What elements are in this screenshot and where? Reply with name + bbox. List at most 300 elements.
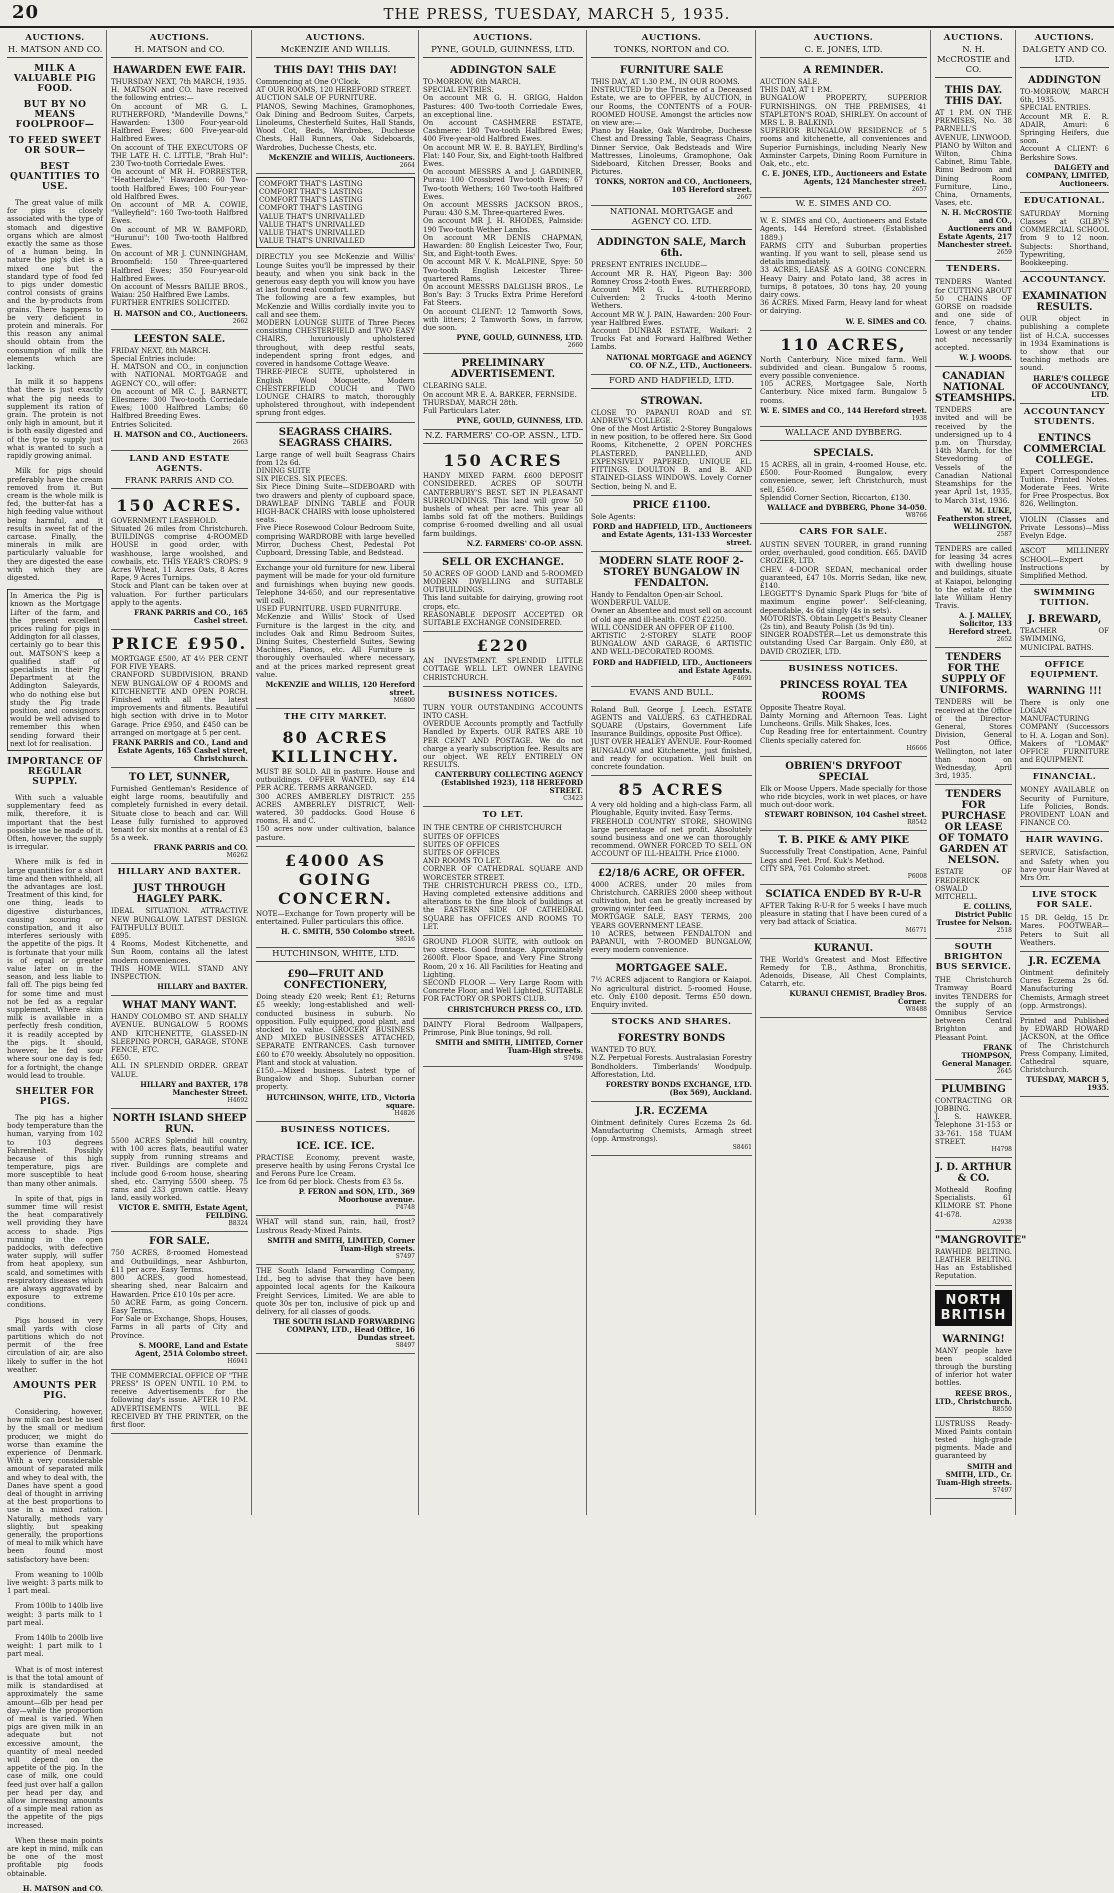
column-c8 (1017, 30, 1112, 1515)
ad-body: 4000 ACRES, under 20 miles from Christchurch. CARRIES 2000 sheep without cultivation, but can be greatly increased by growing winter feed. MORTGAGE SALE, EASY TERMS, 200 YEARS GOVERNMENT LEASE. 10 ACRES, between FENDALTON and PAPANUI, with 7-ROOMED BUNGALOW, every modern convenience. (591, 880, 752, 955)
ad-body: Successfully Treat Constipation, Acne, Painful Legs and Feet. Prof. Kuk's Method. CITY SPA, 761 Colombo street. (760, 848, 927, 873)
section-header: AUCTIONS. (943, 33, 1004, 43)
classified-ad (591, 864, 752, 960)
section-header: BUSINESS NOTICES. (788, 663, 899, 674)
ad-reference: 1938 (911, 414, 927, 422)
ad-reference: H4826 (394, 1109, 415, 1117)
ad-body: W. E. SIMES and CO., Auctioneers and Estate Agents, 144 Hereford street. (Established 1889.) FARMS CITY and Suburban properties wanting. If you want to sell, please send us details immediately. 33 ACRES, LEASE AS A GOING CONCERN. Heavy Dairy and Potato land, 38 acres in turnips, 8 potatoes, 30 tons hay, 20 young dairy cows. 36 ACRES. Mixed Farm, Heavy land for wheat or dairying. (760, 217, 927, 316)
ad-title: T. B. PIKE & AMY PIKE (778, 835, 909, 847)
ad-signature: SMITH and SMITH, LTD., Cr. Tuam-High streets. (936, 1461, 1012, 1487)
classified-ad (591, 61, 752, 206)
ad-title: PLUMBING (941, 1083, 1006, 1095)
ad-body: AFTER Taking R-U-R for 5 weeks I have much pleasure in stating that I have been cured of a very bad attack of Sciatica. (760, 901, 927, 927)
ad-title: THIS DAY. THIS DAY. (944, 85, 1003, 107)
classified-ad (935, 276, 1012, 367)
ad-body: OUR object in publishing a complete list of H.C.A. successes in 1934 Examinations is to show that our teaching methods are sound. (1020, 315, 1109, 373)
ad-signature: TUESDAY, MARCH 5, 1935. (1026, 1075, 1109, 1093)
ad-title: FORESTRY BONDS (617, 1033, 726, 1045)
ad-signature: W. J. WOODS. (959, 353, 1012, 363)
classified-ad (1020, 610, 1109, 657)
ad-body: Printed and Published by EDWARD HOWARD JACKSON, at the Office of The Christchurch Press Company, Limited, Cathedral square, Christchurch. (1020, 1017, 1109, 1075)
ad-reference: W8488 (905, 1006, 927, 1014)
section-header: CARS FOR SALE. (799, 526, 888, 537)
ad-signature: E. COLLINS, District Public Trustee for Nelson. (936, 902, 1012, 928)
section-header: BUSINESS NOTICES. (280, 1124, 391, 1135)
ad-reference: R8542 (907, 819, 927, 827)
ad-body: PRESENT ENTRIES INCLUDE— Account MR R. HAY, Pigeon Bay: 300 Romney Cross 2-tooth Ewes. Account MR G. L. RUTHERFORD, Culverden: 2 Trucks 4-tooth Merino Wethers. Account MR W. J. PAIN, Hawarden: 200 Four-year Halfbred Ewes. Account DUNBAR ESTATE, Waikari: 2 Trucks Fat and Forward Halfbred Wether Lambs. (591, 261, 752, 352)
classified-ad (591, 1029, 752, 1102)
ad-title: ENTINCS COMMERCIAL COLLEGE. (1023, 432, 1106, 466)
ad-title: SEAGRASS CHAIRS. SEAGRASS CHAIRS. (278, 426, 393, 449)
classified-ad (935, 785, 1012, 939)
ad-signature: McKENZIE and WILLIS, Auctioneers. (268, 152, 415, 162)
ad-body: WHAT will stand sun, rain, hail, frost? Lustrous Ready-Mixed Paints. (256, 1218, 415, 1235)
article-paragraph: From weaning to 100lb live weight: 3 parts milk to 1 part meal. (7, 1570, 103, 1596)
classified-ad (935, 1418, 1012, 1499)
ad-body: MANY people have been scalded through the bursting of inferior hot water bottles. (935, 1346, 1012, 1388)
article-paragraph: The great value of milk for pigs is closely associated with the type of stomach and digestive organs which are almost exactly the same as those of a human being. In nature the pig's diet is a mixed one but the standard type of food fed to pigs under domestic control consists of grains and the by-products from grains. There happens to be very deficient in protein and minerals. For this reason any animal should obtain from the consumption of milk the elements which are lacking. (7, 199, 103, 372)
ad-title: TENDERS FOR THE SUPPLY OF UNIFORMS. (939, 652, 1008, 697)
ad-signature: CHRISTCHURCH PRESS CO., LTD. (447, 1004, 583, 1014)
ad-title: NORTH ISLAND SHEEP RUN. (112, 1112, 247, 1135)
advertiser-name: W. E. SIMES AND CO. (760, 199, 927, 212)
article-signature: H. MATSON and CO. (22, 1883, 103, 1893)
section-header: FINANCIAL. (1032, 772, 1097, 783)
classified-ad (256, 1137, 415, 1217)
ad-reference: 2664 (399, 161, 415, 169)
column-c5 (588, 30, 756, 1515)
section-header: THE CITY MARKET. (283, 712, 387, 722)
ad-body: THIS DAY, AT 1.30 P.M., IN OUR ROOMS. INSTRUCTED by the Trustee of a Deceased Estate, we are to OFFER, by AUCTION, in our Rooms, the CONTENTS of a FOUR-ROOMED HOUSE. Amongst the articles now on view are:— Piano by Haake, Oak Wardrobe, Duchesse Chest and Dressing Table, Seagrass Chairs, Dinner Service, Oak Bedsteads and Wire Mattresses, Linoleums, Gramophone, Oak Sideboard, Kitchen Dresser, Books and Pictures. (591, 78, 752, 177)
article-heading: IMPORTANCE OF REGULAR SUPPLY. (7, 757, 103, 787)
ad-title: WARNING !!! (1027, 685, 1102, 697)
ad-reference: S8516 (395, 936, 415, 944)
ad-signature: NATIONAL MORTGAGE and AGENCY CO. OF N.Z., LTD., Auctioneers. (606, 352, 752, 370)
ad-reference: C3423 (563, 795, 583, 803)
ad-body: PRACTISE Economy, prevent waste, preserve health by using Ferons Crystal Ice and Ferons Pure Ice Cream. Ice from 6d per block. Chests from £3 5s. (256, 1153, 415, 1187)
ad-body: AUSTIN SEVEN TOURER, in grand running order, overhauled, good condition. £65. DAVID CROZIER, LTD. CHEV. 4-DOOR SEDAN, mechanical order guaranteed, £47 10s. Morris Sedan, like new, £140. LEGGETT'S Dynamic Spark Plugs for 'bite of maximum engine power'. Self-cleaning, dependable, 4s 6d singly (4s in sets). MOTORISTS. Obtain Leggett's Beauty Cleaner (2s tin), and Beauty Polish (3s 9d tin). SINGER ROADSTER—Let us demonstrate this outstanding Used Car Bargain. Only £80, at DAVID CROZIER, LTD. (760, 540, 927, 656)
classified-ad (1020, 514, 1109, 546)
classified-ad (591, 496, 752, 552)
ad-body: IDEAL SITUATION. ATTRACTIVE NEW BUNGALOW. LATEST DESIGN. FAITHFULLY BUILT. £895. 4 Rooms, Modest Kitchenette, and Sun Room, contains all the latest modern conveniences. THIS HOME WILL STAND ANY INSPECTION. (111, 907, 248, 982)
ad-body: Exchange your old furniture for new. Liberal payment will be made for your old furniture and furnishings when buying new goods. Telephone 34-650, and our representative will call. USED FURNITURE. USED FURNITURE. McKenzie and Willis' Stock of Used Furniture is the largest in the city, and includes Oak and Rimu Bedroom Suites, Dining Suites, Chesterfield Suites, Sewing Machines, Pianos, etc. All Furniture is thoroughly overhauled where necessary, and at the prices marked represent great value. (256, 564, 415, 679)
classified-ad (1020, 71, 1109, 193)
ad-title: FOR SALE. (149, 1236, 210, 1248)
classified-ad (935, 1330, 1012, 1418)
article-paragraph: Pigs housed in very small yards with close partitions which do not permit of the free circulation of air, are also likely to suffer in the hot weather. (7, 1316, 103, 1374)
ad-body: Large range of well built Seagrass Chairs from 12s 6d. DINING SUITE SIX PIECES. SIX PIECES. Six Piece Dining Suite—SIDEBOARD with two drawers and plenty of cupboard space, DRAWLEAF DINING TABLE and FOUR HIGH-BACK CHAIRS with loose upholstered seats. Five Piece Rosewood Colour Bedroom Suite, comprising WARDROBE with large bevelled Mirror, Duchess Chest, Pedestal Pot Cupboard, Dressing Table, and Bedstead. (256, 450, 415, 557)
ad-signature: HUTCHINSON, WHITE, LTD., Victoria square. (266, 1092, 415, 1110)
ad-body: Motheald Roofing Specialists. 61 KILMORE ST. Phone 41-678. (935, 1186, 1012, 1219)
ad-title: ADDINGTON SALE (450, 65, 556, 76)
ad-body: TENDERS are called for leasing 34 acres with dwelling house and buildings, situate at Kaiapoi, belonging to the estate of the late William Henry Travis. (935, 544, 1012, 611)
article-paragraph: With such a valuable supplementary feed as milk, therefore, it is important that the best possible use be made of it. Often, however, the supply is irregular. (7, 794, 103, 852)
ad-reference: 2657 (911, 186, 927, 194)
ad-title: CANADIAN NATIONAL STEAMSHIPS. (935, 371, 1016, 405)
ad-reference: 2645 (996, 1067, 1012, 1075)
ad-title: THIS DAY! THIS DAY! (274, 65, 397, 76)
classified-ad (111, 330, 248, 451)
classified-ad (111, 768, 248, 864)
ad-title: ADDINGTON (1028, 75, 1101, 86)
section-header: AUCTIONS. (1034, 33, 1095, 43)
section-header: AUCTIONS. (641, 33, 702, 43)
classified-ad (591, 392, 752, 496)
classified-ad (935, 1080, 1012, 1158)
classified-ad (935, 974, 1012, 1080)
ad-title: OBRIEN'S DRYFOOT SPECIAL (785, 760, 902, 783)
classified-ad (256, 1216, 415, 1264)
ad-title: WARNING! (942, 1333, 1005, 1345)
ad-body: TENDERS will be received at the Office of the Director-General, Stores Division, General Post Office, Wellington, not later than noon on Wednesday, April 3rd, 1935. (935, 698, 1012, 781)
advertiser-name: DALGETY AND CO. LTD. (1020, 45, 1109, 68)
ad-body: VIOLIN (Classes and Private Lessons)—Miss Evelyn Edge. (1020, 515, 1109, 541)
ad-body: TENDERS Wanted for CUTTING ABOUT 50 CHAINS OF GORSE on roadside and one side of fence, 7 chains. Lowest or any tender not necessarily accepted. (935, 278, 1012, 353)
ad-signature: SMITH and SMITH, LIMITED, Corner Tuam-High streets. (435, 1038, 583, 1056)
ad-title: EXAMINATION RESULTS. (1022, 291, 1107, 314)
classified-ad (256, 1265, 415, 1354)
ad-reference: H6666 (906, 744, 927, 752)
ad-signature: HARLE'S COLLEGE OF ACCOUNTANCY, LTD. (1031, 373, 1109, 399)
ad-body: 50 ACRES OF GOOD LAND and 5-ROOMED MODERN DWELLING and SUITABLE OUTBUILDINGS. This land suitable for dairying, growing root crops, etc. REASONABLE DEPOSIT ACCEPTED OR SUITABLE EXCHANGE CONSIDERED. (423, 569, 583, 627)
advertiser-name: EVANS AND BULL. (591, 688, 752, 701)
section-header: LIVE STOCK FOR SALE. (1031, 890, 1097, 911)
ad-signature: FORESTRY BONDS EXCHANGE, LTD. (Box 569), Auckland. (605, 1080, 752, 1098)
ad-signature: TONKS, NORTON and CO., Auctioneers, 105 Hereford street. (595, 177, 752, 195)
classified-ad (1020, 952, 1109, 1015)
page-number: 20 (12, 2, 40, 23)
ad-signature: W. E. SIMES and CO., 144 Hereford street. (760, 405, 927, 415)
ad-signature: HILLARY and BAXTER. (157, 982, 248, 992)
ad-reference: M6800 (393, 697, 415, 704)
ad-body: GOVERNMENT LEASEHOLD. Situated 26 miles from Christchurch. BUILDINGS comprise 4-ROOMED HOUSE in good order, with washhouse, large woolshed, and cowbails, etc. THIS YEAR'S CROPS: 9 Acres Wheat, 11 Acres Oats, 8 Acres Rape, 9 Acres Turnips. Stock and Plant can be taken over at valuation. For further particulars apply to the agents. (111, 516, 248, 607)
ad-title: J.R. ECZEMA (1028, 955, 1101, 967)
classified-ad (111, 630, 248, 768)
ad-title: STROWAN. (640, 395, 703, 407)
classified-ad (423, 632, 583, 687)
ad-headline: PRICE £950. (111, 633, 248, 653)
ad-title: PRINCESS ROYAL TEA ROOMS (779, 679, 908, 702)
ad-reference: P6008 (907, 872, 927, 880)
ad-body: WANTED TO BUY. N.Z. Perpetual Forests. Australasian Forestry Bondholders. Timberlands' Woodpulp. Afforestation, Ltd. (591, 1046, 752, 1079)
ad-reference: S7498 (563, 1055, 583, 1063)
ad-headline: 150 ACRES. (116, 495, 243, 515)
classified-ad (1020, 682, 1109, 770)
ad-reference: M6262 (226, 852, 248, 860)
advertiser-name: NATIONAL MORTGAGE and AGENCY CO. LTD. (591, 207, 752, 230)
ad-title: SPECIALS. (813, 447, 874, 459)
column-c1 (4, 30, 107, 1893)
classified-ad (935, 1231, 1027, 1286)
ad-body: AN INVESTMENT. SPLENDID LITTLE COTTAGE WELL LET. OWNER LEAVING CHRISTCHURCH. (423, 657, 583, 682)
advertiser-name: H. MATSON and CO. (111, 45, 248, 58)
article-paragraph: In milk it so happens that there is just exactly what the pig needs to supplement its ration of grain. The protein is not only high in amount, but it is both easily digested and of the type to supply just what is wanted to such a rapidly growing animal. (7, 378, 103, 461)
ad-title: J. D. ARTHUR & CO. (935, 1162, 1012, 1185)
classified-ad (256, 251, 415, 422)
section-header: ACCOUNTANCY. (1022, 275, 1107, 286)
ad-headline: £220 (476, 636, 530, 656)
ad-signature: A. J. MALLEY, Solicitor, 133 Hereford street. (948, 611, 1012, 637)
ad-body: THE South Island Forwarding Company, Ltd., beg to advise that they have been appointed local agents for the Kaikoura Freight Services, Limited. We are able to quote 30s per ton, inclusive of pick up and delivery, for all classes of goods. (256, 1266, 415, 1316)
ad-body: TO-MORROW, 6th MARCH. SPECIAL ENTRIES. On account MR G. H. GRIGG, Haldon Pastures: 400 Two-tooth Corriedale Ewes, an exceptional line. On account CASHMERE ESTATE, Cashmere: 180 Two-tooth Halfbred Ewes; 400 Five-year-old Halfbred Ewes. On account MR W. E. B. BAYLEY, Birdling's Flat: 140 Four, Six, and Eight-tooth Halfbred Ewes. On account MESSRS A and J. GARDINER, Purau: 100 Crossbred Two-tooth Ewes; 67 Two-tooth Wethers; 160 Two-tooth Halfbred Ewes. On account MESSRS JACKSON BROS., Purau: 430 S.M. Three-quartered Ewes. On account MR J. H. RHODES, Palmside: 190 Two-tooth Wether Lambs. On account MR DENIS CHAPMAN, Hawarden: 80 English Leicester Two, Four, Six, and Eight-tooth Ewes. On account MR V. K. McALPINE, Spye: 50 Two-tooth English Leicester Three-quartered Rams. On account MESSRS DALGLISH BROS., Le Bon's Bay: 3 Trucks Extra Prime Hereford Fat Steers. On account CLIENT: 12 Tamworth Sows, with litters; 2 Tamworth Sows, in farrow, due soon. (423, 78, 583, 333)
classified-ad (111, 996, 248, 1109)
ad-body: Expert Correspondence Tuition. Printed Notes. Moderate Fees. Write for Free Prospectus. Box 826, Wellington. (1020, 467, 1109, 509)
article-paragraph: What is of most interest is that the total amount of milk is standardised at approximately the same amount—6lb per head per day—while the proportion of meal is varied. When pigs are given milk in an adequate but not excessive amount, the quantity of meal needed will depend on the appetite of the pig. In the case of milk, one could feed just over half a gallon per head per day, and allow increasing amounts of a simple meal ration as the appetite of the pigs increased. (7, 1665, 103, 1830)
ad-title: MORTGAGEE SALE. (615, 963, 728, 975)
ad-body: Elk or Moose Uppers. Made specially for those who ride bicycles, work in wet places, or have much out-door work. (760, 784, 927, 810)
ad-reference: A2938 (992, 1218, 1012, 1226)
ad-reference: 2663 (232, 438, 248, 446)
ad-headline: 110 ACRES, (780, 334, 907, 354)
classified-ad (423, 61, 583, 354)
ad-body: MUST BE SOLD. All in pasture. House and outbuildings. OFFER WANTED, say £14 PER ACRE. TERMS ARRANGED. 300 ACRES AMBERLEY DISTRICT. 255 ACRES AMBERLEY DISTRICT, Well-watered, 30 paddocks. Good House 6 rooms, H. and C. 150 acres now under cultivation, balance pasture. (256, 768, 415, 842)
ad-body: HANDY COLOMBO ST. AND SHALLY AVENUE. BUNGALOW 5 ROOMS AND KITCHENETTE, GLASSED-IN SLEEPING PORCH, GARAGE, STONE FENCE, ETC. £650. ALL IN SPLENDID ORDER. GREAT VALUE. (111, 1013, 248, 1079)
advertiser-name: PYNE, GOULD, GUINNESS, LTD. (423, 45, 583, 58)
ad-signature: VICTOR E. SMITH, Estate Agent, FEILDING. (118, 1203, 248, 1221)
ad-signature: KURANUI CHEMIST, Bradley Bros. Corner. (789, 989, 927, 1007)
classified-ad (760, 885, 927, 939)
classified-ad (111, 879, 248, 996)
classified-ad (111, 492, 248, 630)
ad-body: 7½ ACRES adjacent to Rangiora or Kaiapoi. No agricultural district. 5-roomed House, etc. Only £100 deposit. Terms £50 down. Enquiry invited. (591, 976, 752, 1010)
ad-body: ASCOT MILLINERY SCHOOL—Expert Instructions by Simplified Method. (1020, 547, 1109, 580)
ad-title: J. BREWARD, (1027, 614, 1102, 626)
ad-reference: S7497 (992, 1486, 1012, 1494)
article-heading: TO FEED SWEET OR SOUR— (8, 136, 102, 156)
ad-title: TO LET, SUNNER, (128, 771, 231, 783)
ad-signature: DALGETY and COMPANY, LIMITED, Auctioneers. (1026, 162, 1109, 188)
ad-body: CLEARING SALE. On account MR E. A. BARKER, FERNSIDE. THURSDAY, MARCH 28th. Full Particulars Later. (423, 382, 577, 415)
section-header: STOCKS AND SHARES. (611, 1017, 732, 1028)
classified-ad (935, 1158, 1012, 1231)
ad-headline: 150 ACRES (443, 451, 563, 471)
ad-body: Opposite Theatre Royal. Dainty Morning and Afternoon Teas. Light Luncheons. Grills. Milk Shakes, Ices. Cup Reading free for entertainment. Country Clients specially catered for. (760, 703, 927, 745)
classified-ad (760, 215, 927, 330)
ad-body: SERVICE, Satisfaction, and Safety when you have your Hair Waved at Mrs Orr. (1020, 849, 1109, 882)
ad-body: SATURDAY Morning Classes at GILBY'S COMMERCIAL SCHOOL from 9 to 12 noon. Subjects: Shorthand, Typewriting, Bookkeeping. (1020, 209, 1109, 268)
ad-title: LEESTON SALE. (133, 333, 226, 345)
section-header: EDUCATIONAL. (1023, 195, 1106, 206)
classified-ad (1020, 912, 1109, 952)
ad-body: THE Christchurch Tramway Board invites TENDERS for the supply of an Omnibus Service between Central Brighton and Pleasant Point. (935, 976, 1012, 1042)
ad-body: LUSTRUSS Ready-Mixed Paints contain tested high-grade pigments. Made and guaranteed by (935, 1419, 1012, 1461)
ad-reference: 2667 (736, 194, 752, 202)
masthead (0, 0, 1114, 28)
classified-ad (111, 1109, 248, 1233)
classified-ad (935, 648, 1012, 785)
classified-ad (1020, 208, 1109, 272)
column-c3 (253, 30, 419, 1515)
ad-title: TENDERS FOR PURCHASE OR LEASE OF TOMATO GARDEN AT NELSON. (938, 789, 1009, 867)
section-header: TENDERS. (946, 264, 1001, 275)
ad-body: Doing steady £20 week; Rent £1; Returns £5 weekly; long-established and well-conducted business in suburb. No opposition. Fully equipped, good plant, and stocked to value. GROCERY BUSINESS AND MIXED BUSINESSES ATTACHED, SEPARATE ENTRANCES. Cash turnover £60 to £70 weekly. Absolutely no opposition. Plant and stock at valuation. £150.—Mixed business. Latest type of Bungalow and Shop. Suburban corner property. (256, 993, 415, 1092)
advertiser-name: HUTCHINSON, WHITE, LTD. (256, 949, 415, 962)
ad-signature: PYNE, GOULD, GUINNESS, LTD. (456, 333, 583, 343)
classified-ad (256, 847, 415, 948)
ad-body: TENDERS are invited and will be received by the undersigned up to 4 p.m. on Thursday, 14th March, for the Stevedoring of Vessels of the Canadian National Steamships for the year April 1st, 1935, to March 31st, 1936. (935, 406, 1012, 505)
ad-reference: S8497 (395, 1342, 415, 1350)
ad-signature: C. E. JONES, LTD., Auctioneers and Estate Agents, 124 Manchester street. (761, 169, 927, 187)
ad-title: WHAT MANY WANT. (122, 1000, 237, 1012)
ad-title: ICE. ICE. ICE. (296, 1140, 375, 1152)
ad-title: £90—FRUIT AND CONFECTIONERY, (283, 969, 388, 992)
classified-ad (256, 423, 415, 563)
classified-ad (935, 543, 1012, 649)
classified-ad (760, 61, 927, 198)
section-header: AUCTIONS. (473, 33, 533, 43)
advertiser-name: TONKS, NORTON and CO. (591, 45, 752, 58)
ad-body: IN THE CENTRE OF CHRISTCHURCH SUITES OF OFFICES SUITES OF OFFICES SUITES OF OFFICES AND ROOMS TO LET. CORNER OF CATHEDRAL SQUARE AND WORCESTER STREET. THE CHRISTCHURCH PRESS CO., LTD., Having completed extensive additions and alterations to the fine block of buildings at the EASTERN SIDE OF CATHEDRAL SQUARE has OFFICES AND ROOMS TO LET. (423, 824, 583, 931)
ad-signature: HILLARY and BAXTER, 178 Manchester Street. (140, 1079, 248, 1097)
ad-body: DIRECTLY you see McKenzie and Willis' Lounge Suites you'll be impressed by their beauty, and when you sink back in the generous easy depth you will know you have at last found real comfort. The following are a few examples, but McKenzie and Willis cordially invite you to call and see them. MODERN LOUNGE SUITE of Three Pieces consisting CHESTERFIELD and TWO EASY CHAIRS, luxuriously upholstered throughout, with deep restful seats, independent spring front edges, and covered in handsome Cottage Weave. THREE-PIECE SUITE, upholstered in English Wool Moquette, Modern CHESTERFIELD COUCH and TWO LOUNGE CHAIRS to match, thoroughly upholstered throughout, with independent sprung front edges. (256, 253, 415, 418)
ad-body: Handy to Fendalton Open-air School. WONDERFUL VALUE. Owner an Absentee and must sell on account of old age and ill-health. COST £2250. WILL CONSIDER AN OFFER OF £1100. ARTISTIC 2-STOREY SLATE ROOF BUNGALOW AND GARAGE, 6 ARTISTIC AND WELL-DECORATED ROOMS. (591, 590, 752, 657)
article-paragraph: Considering, however, how milk can best be used by the small or medium producer, we might do worse than examine the experience of Denmark. With a very considerable amount of separated milk and whey to deal with, the Danes have spent a good deal of thought in arriving at the best proportions to use in a mixed ration. Naturally, methods vary slightly, but speaking generally, the proportions of meal to milk which have been found most satisfactory have been: (7, 1408, 103, 1564)
classified-ad (591, 704, 752, 777)
ad-reference: S7497 (395, 1252, 415, 1260)
ad-reference: P4748 (395, 1204, 415, 1212)
ad-reference: B8324 (228, 1220, 248, 1228)
ad-body: 15 DR. Geldg, 15 Dr. Mares. FOOTWEAR—Peters to Suit all Weathers. (1020, 914, 1109, 947)
section-header: HAIR WAVING. (1025, 835, 1104, 846)
classified-ad (256, 61, 415, 174)
ad-reference: H6941 (227, 1357, 248, 1365)
classified-ad (935, 81, 1012, 261)
classified-ad (1020, 847, 1109, 887)
ad-reference: 2587 (996, 530, 1012, 538)
classified-ad (423, 822, 583, 936)
ad-reference: H4692 (227, 1096, 248, 1104)
article-heading: SHELTER FOR PIGS. (15, 1086, 95, 1107)
section-header: OFFICE EQUIPMENT. (1030, 659, 1099, 680)
classified-ad (760, 331, 927, 427)
ad-signature: McKENZIE and WILLIS, 120 Hereford street. (265, 680, 415, 697)
ad-signature: THE SOUTH ISLAND FORWARDING COMPANY, LTD., Head Office, 16 Dundas street. (273, 1317, 415, 1343)
ad-body: NOTE—Exchange for Town property will be entertained. Fuller particulars this office. (256, 909, 415, 927)
ad-body: 5500 ACRES Splendid hill country, with 100 acres flats, beautiful water supply from running streams and river. Buildings are complete and include good 6-room house, shearing shed, etc. Carrying 5500 sheep. 75 rams and 233 grown cattle. Heavy land, easily worked. (111, 1136, 248, 1203)
classified-ad (256, 965, 415, 1121)
classified-ad (423, 936, 583, 1019)
ad-body: TO-MORROW, MARCH 6th, 1935. SPECIAL ENTRIES. Account MR E. R. ADAIR, Amuri: 6 Springing Heifers, due soon. Account A CLIENT: 6 Berkshire Sows. (1020, 88, 1109, 162)
ad-body: THURSDAY NEXT, 7th MARCH, 1935. H. MATSON and CO. have received the following entries:— On account of MR G. L. RUTHERFORD, "Mandeville Downs," Hawarden: 1300 Four-year-old Halfbred Ewes; 600 Five-year-old Halfbred Ewes. On account of THE EXECUTORS OF THE LATE H. C. LITTLE, "Brah Hul": 230 Two-tooth Corriedale Ewes. On account of MR H. FORRESTER, "Heatherdale," Hawarden: 60 Two-tooth Halfbred Ewes; 100 Four-year-old Halfbred Ewes. On account of MR A. COWIE, "Valleyfield": 160 Two-tooth Halfbred Ewes. On account of MR W. BAMFORD, "Hurunui": 100 Two-tooth Halfbred Ewes. On account of MR J. CUNNINGHAM, Broomfield: 150 Three-quartered Halfbred Ewes; 350 Four-year-old Halfbred Ewes. On account of Messrs BAILIE BROS., Waiau: 250 Halfbred Ewe Lambs. FURTHER ENTRIES SOLICITED. (111, 78, 248, 308)
ad-title: J.R. ECZEMA (635, 1106, 708, 1118)
classified-ad (1020, 545, 1109, 585)
classified-ad (591, 959, 752, 1014)
advertiser-name: N.Z. FARMERS' CO-OP. ASSN., LTD. (423, 431, 583, 444)
ad-body: 15 ACRES, all in grain, 4-roomed House, etc. £500. Four-Roomed Bungalow, every convenience, sewer, left Christchurch, must sell, £560. Splendid Corner Section, Riccarton, £130. (760, 460, 927, 502)
ad-body: Ointment definitely Cures Eczema 2s 6d. Manufacturing Chemists, Armagh street (opp. Armstrongs). (591, 1119, 752, 1144)
ad-signature: FORD and HADFIELD, LTD., Auctioneers and Estate Agents. (592, 657, 752, 675)
article-heading: BUT BY NO MEANS FOOLPROOF— (15, 100, 95, 130)
ad-signature: S. MOORE, Land and Estate Agent, 251A Colombo street. (135, 1340, 248, 1358)
classified-ad (760, 939, 927, 1019)
ad-body: THE COMMERCIAL OFFICE OF "THE PRESS" IS OPEN UNTIL 10 P.M. to receive Advertisements for the following day's issue. AFTER 10 P.M. ADVERTISEMENTS WILL BE RECEIVED BY THE PRINTER, on the first floor. (111, 1371, 248, 1429)
article-heading: AMOUNTS PER PIG. (13, 1381, 97, 1401)
ad-reference: M6771 (905, 926, 927, 934)
ad-signature: WALLACE and DYBBERG, Phone 34-050. (767, 502, 927, 512)
classified-ad (423, 447, 583, 553)
classified-ad (256, 562, 415, 709)
ad-reference: F4691 (732, 674, 752, 682)
ad-body: AUCTION SALE. THIS DAY, AT 1 P.M. BUNGALOW PROPERTY, SUPERIOR FURNISHINGS. ON THE PREMISES, 41 STAPLETON'S ROAD, SHIRLEY. On account of MRS L. B. BALKIND. SUPERIOR BUNGALOW RESIDENCE of 5 rooms and kitchenette, all conveniences and Superior Furnishings, including Nearly New Axminster Carpets, Dining Room Furniture in Oak, etc., etc. (760, 78, 927, 169)
article-paragraph: From 100lb to 140lb live weight: 3 parts milk to 1 part meal. (7, 1602, 103, 1627)
classified-ad (760, 676, 927, 757)
ad-signature: FRANK PARRIS and CO., 165 Cashel street. (134, 607, 248, 625)
ad-body: HANDY MIXED FARM. £600 DEPOSIT CONSIDERED. ACRES OF SOUTH CANTERBURY'S BEST. SET IN PLEASANT SURROUNDINGS. This land will grow 50 bushels of wheat per acre. This year all lambs sold fat off the mothers. Buildings comprise 6-roomed dwelling and all usual farm buildings. (423, 472, 583, 538)
classified-ad (1020, 429, 1109, 514)
ad-signature: W. E. SIMES and CO. (845, 316, 927, 326)
ad-body: ESTATE OF FREDERICK OSWALD MITCHELL. (935, 868, 1012, 901)
ad-headline: £4000 AS GOING CONCERN. (278, 850, 393, 908)
ad-title: A REMINDER. (803, 65, 884, 76)
ad-body: MORTGAGE £500, AT 4½ PER CENT FOR FIVE YEARS. CRANFORD SUBDIVISION, BRAND NEW BUNGALOW OF 4 ROOMS and KITCHENETTE AND OPEN PORCH. Finished with all the latest improvements and fitments. Beautiful high section with drive in to Motor Garage. Price £950, and £450 can be arranged on mortgage at 5 per cent. (111, 654, 248, 737)
classified-ad (1020, 1015, 1109, 1097)
classified-ad (1020, 784, 1109, 832)
section-header: HILLARY AND BAXTER. (117, 867, 242, 878)
classified-ad (256, 724, 415, 847)
ad-body: RAWHIDE BELTING. LEATHER BELTING. Has an Established Reputation. (935, 1247, 1012, 1281)
ad-body: CLOSE TO PAPANUI ROAD and ST. ANDREW'S COLLEGE. One of the Most Artistic 2-Storey Bungalows in new position, to be offered here. Six Good Rooms, Kitchenette, 2 OPEN PORCHES PLASTERED, PANELLED, AND EXPENSIVELY PAPERED, UNIQUE EL. FITTINGS. DOULTON B. and B. AND STAINED-GLASS WINDOWS. Lovely Corner Section, being N. and E. (591, 408, 752, 491)
ad-signature: FORD and HADFIELD, LTD., Auctioneers and Estate Agents, 131-133 Worcester street. (592, 521, 752, 547)
ad-signature: SMITH and SMITH, LIMITED, Corner Tuam-High streets. (267, 1235, 415, 1253)
classified-ad (591, 233, 752, 374)
ad-body: TURN YOUR OUTSTANDING ACCOUNTS INTO CASH. OVERDUE Accounts promptly and Tactfully Handled by Experts. OUR RATES ARE 10 PER CENT AND POSTAGE. We do not charge a yearly subscription fee. Results are our object. WE RELY ENTIRELY ON RESULTS. (423, 703, 583, 770)
section-header: BUSINESS NOTICES. (447, 689, 559, 700)
ad-title: £2/18/6 ACRE, OR OFFER. (597, 867, 746, 879)
ad-body: AT 1 P.M. ON THE PREMISES, No. 38 PARNELL'S AVENUE, LINWOOD. PIANO by Wilton and Wilton, China Cabinet, Rimu Table, Rimu Bedroom and Dining Room Furniture, Lino., China, Ornaments, Vases, etc. (935, 109, 1012, 208)
article-paragraph: The pig has a higher body temperature than the human, varying from 102 to 103 degrees Fahrenheit. Possibly because of this high temperature, pigs are more susceptible to heat than many other animals. (7, 1113, 103, 1188)
article-paragraph: From 140lb to 200lb live weight: 1 part milk to 1 part meal. (7, 1634, 103, 1659)
ad-signature: FRANK PARRIS and CO. (153, 843, 248, 853)
ad-body: DAINTY Floral Bedroom Wallpapers, Primrose, Pink Blue tonings, 9d roll. (423, 1020, 583, 1037)
classified-ad (423, 354, 583, 430)
ad-body: GROUND FLOOR SUITE, with outlook on two streets. Good frontage. Approximately 2600ft. Floor Space, and Very Fine Strong Room, 20 x 16. All Facilities for Heating and Lighting. SECOND FLOOR — Very Large Room with Concrete Floor, and Well Lighted, SUITABLE FOR FACTORY OR SPORTS CLUB. (423, 938, 583, 1004)
article-paragraph: When these main points are kept in mind, milk can be one of the most profitable pig foods obtainable. (7, 1836, 103, 1878)
ad-title: SELL OR EXCHANGE. (441, 556, 565, 568)
ad-title: FURNITURE SALE (619, 65, 724, 76)
ad-headline: 80 ACRES KILLINCHY. (271, 728, 400, 766)
ad-signature: REESE BROS., LTD., Christchurch. (935, 1388, 1012, 1406)
advertiser-name: FORD AND HADFIELD, LTD. (591, 376, 752, 389)
article-paragraph: Milk for pigs should preferably have the cream removed from it. But cream is the whole milk is fed, the butter-fat has a high feeding value without being harmful, and it results in sweet fat of the carcase. Finally, the minerals in milk are particularly valuable for they are digested the ease with which they are digested. (7, 467, 103, 582)
article-heading: MILK A VALUABLE PIG FOOD. (13, 64, 97, 94)
ad-signature: FRANK PARRIS and CO., Land and Estate Agents, 165 Cashel street, Christchurch. (112, 737, 248, 763)
article-heading: BEST QUANTITIES TO USE. (10, 162, 100, 192)
ad-body: There is only one LOGAN MANUFACTURING COMPANY (Successors to H. A. Logan and Son). Makers of "LOMAK" OFFICE FURNITURE and EQUIPMENT. (1020, 698, 1109, 765)
brand-logo: NORTH BRITISH (935, 1290, 1012, 1326)
ad-body: Furnished Gentleman's Residence of eight large rooms, beautifully and completely furnished in every detail. Situate close to beach and car. Will Lease fully furnished to approved tenant for six months at a rental of £3 5s a week. (111, 784, 248, 843)
ad-body: CONTRACTING OR JOBBING. J. S. HAWKER. Telephone 31-153 or 33-761. 158 TUAM STREET. (935, 1096, 1012, 1146)
classified-ad (423, 702, 583, 808)
column-c2 (108, 30, 252, 1515)
boxed-notice: COMFORT THAT'S LASTING COMFORT THAT'S LASTING COMFORT THAT'S LASTING COMFORT THAT'S LASTING VALUE THAT'S UNRIVALLED VALUE THAT'S UNRIVALLED VALUE THAT'S UNRIVALLED VALUE THAT'S UNRIVALLED (256, 177, 415, 249)
section-header: ACCOUNTANCY STUDENTS. (1023, 406, 1106, 427)
ad-signature: STEWART ROBINSON, 104 Cashel street. (764, 810, 927, 820)
article-paragraph: In spite of that, pigs in summer time will resist the heat comparatively well providing they have access to shade. Pigs running in the open paddocks, with defective water supply, will suffer from heat apoplexy, sun scald, and sometimes with respiratory diseases which are always aggravated by exposure to extreme conditions. (7, 1194, 103, 1310)
ad-body: FRIDAY NEXT, 8th MARCH. Special Entries include: H. MATSON and CO., in conjunction with NATIONAL MORTGAGE and AGENCY CO., will offer: On account of MR C. J. BARNETT, Ellesmere: 300 Two-tooth Corriedale Ewes; 1000 Halfbred Lambs; 60 Halfbred Breeding Ewes. Entries Solicited. (111, 346, 248, 429)
classified-ad (591, 552, 752, 687)
classified-ad (423, 553, 583, 632)
advertiser-name: C. E. JONES, LTD. (760, 45, 927, 58)
column-c6 (757, 30, 931, 1515)
section-header: AUCTIONS. (813, 33, 874, 43)
ad-title: "MANGROVITE" (935, 1234, 1027, 1246)
section-header: AUCTIONS. (305, 33, 366, 43)
ad-reference: 2518 (996, 927, 1012, 935)
boxed-notice: In America the Pig is known as the Mortgage Lifter of the farm, and the present excellent prices ruling for pigs in Addington for all classes, certainly go to bear this out. MATSON'S keep a qualified staff of specialists in their Pig Department at the Addington Saleyards, who do nothing else but study the Pig trade position, and consignors would be well advised to remember this when sending forward their next lot for realisation. (7, 589, 103, 751)
section-header: AUCTIONS. (25, 33, 85, 43)
ad-signature: P. FERON and SON, LTD., 369 Moorhouse avenue. (298, 1187, 415, 1205)
ad-reference: W8766 (905, 511, 927, 519)
